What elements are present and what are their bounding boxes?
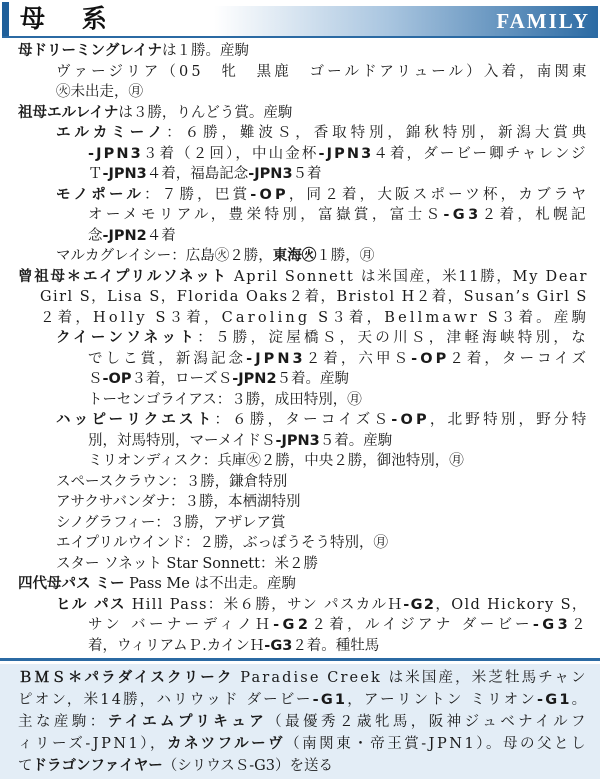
- text: ５着。産駒: [319, 432, 393, 449]
- text: スペースクラウン：３勝，鎌倉特別: [56, 473, 288, 490]
- text-line: [56, 491, 300, 513]
- text-line: [56, 594, 588, 616]
- bold-text: 祖母エルレイナ: [18, 104, 119, 121]
- text: 別，対馬特別，マーメイドＳ: [88, 432, 276, 449]
- text-line: [88, 143, 588, 165]
- text: 念: [88, 227, 103, 244]
- text-line: [88, 163, 322, 185]
- text: Girl S，Lisa S，Florida Oaks２着，Bristol H２着，Susan’s Girl S: [40, 289, 588, 305]
- text-line: [56, 184, 589, 206]
- text-line: [88, 368, 349, 390]
- bold-text: -JPN3: [275, 432, 320, 449]
- text: 主な産駒：: [18, 714, 108, 730]
- text-line: [18, 667, 588, 689]
- bold-text: -OP: [250, 186, 289, 203]
- text: ：６勝，ターコイズＳ: [214, 412, 392, 428]
- text: ミリオンディスク：兵庫㊋２勝，中央２勝，御池特別，㊊: [88, 453, 464, 469]
- text: ，同２着，大阪スポーツ杯，カブラヤ: [288, 186, 590, 203]
- bold-text: -JPN3: [248, 166, 293, 182]
- text: ２: [571, 617, 589, 633]
- text-line: [88, 204, 589, 226]
- text-line: [18, 689, 588, 711]
- bold-text: ＢＭＳ＊パラダイスクリーク: [18, 670, 234, 686]
- text-line: [56, 471, 287, 493]
- text-line: [18, 711, 589, 733]
- text: （シリウスＳ-G3）を送る: [162, 758, 333, 774]
- text-line: [40, 286, 588, 308]
- text-line: [88, 430, 392, 452]
- text-line: [88, 389, 362, 411]
- text-line: [88, 614, 589, 636]
- bold-text: -JPN3: [318, 145, 374, 162]
- text: Paradise Creek は米国産，米芝牡馬チャン: [233, 670, 588, 686]
- text: Ｓ: [88, 371, 103, 387]
- bold-text: 四代母パス ミー: [18, 576, 125, 592]
- bold-text: -JPN3: [102, 166, 147, 182]
- text-line: [18, 40, 249, 62]
- bold-text: -G2: [273, 617, 312, 633]
- text: ２着。種牡馬: [292, 637, 380, 654]
- bold-text: テイエムプリキュア: [107, 714, 268, 730]
- text: ：６勝，難波Ｓ，香取特別，錦秋特別，新潟大賞典: [166, 125, 591, 141]
- text-line: [56, 327, 589, 349]
- bold-text: クイーンソネット: [56, 330, 198, 346]
- section-title-english: FAMILY: [496, 9, 590, 33]
- text: （南関東・帝王賞-JPN1）。母の父とし: [285, 736, 589, 752]
- bold-text: -OP: [411, 350, 450, 367]
- text-line: [56, 122, 590, 144]
- text-line: [56, 512, 286, 534]
- bold-text: -JPN2: [102, 227, 147, 244]
- text: ，Old Hickory S，: [435, 596, 588, 613]
- text: ：５勝，淀屋橋Ｓ，天の川Ｓ，津軽海峡特別，な: [197, 330, 590, 346]
- text-line: [88, 225, 176, 247]
- text: でしこ賞，新潟記念: [88, 350, 247, 367]
- bold-text: -G3: [532, 617, 572, 633]
- bold-text: カネツフルーヴ: [167, 736, 286, 752]
- bold-text: -JPN3: [88, 145, 143, 162]
- bold-text: 曾祖母＊エイプリルソネット: [18, 268, 228, 285]
- text: トーセンゴライアス：３勝，成田特別，㊊: [88, 391, 362, 408]
- text-line: [88, 450, 464, 472]
- broodmare-sire-box: [0, 664, 600, 779]
- bold-text: -OP: [102, 371, 132, 387]
- text: 。: [571, 692, 589, 708]
- text: は１勝。産駒: [161, 43, 249, 59]
- text-line: [18, 573, 296, 595]
- text: サン バーナーディノＨ: [88, 617, 274, 633]
- text: ５着: [292, 166, 322, 182]
- bold-text: ドラゴンファイヤー: [32, 758, 163, 774]
- bold-text: ヒル パス: [56, 596, 126, 613]
- bold-text: -G2: [403, 596, 436, 613]
- text-line: [88, 635, 379, 657]
- text: ４着，ダービー卿チャレンジ: [373, 145, 588, 162]
- text: アサクサバンダナ：３勝，本栖湖特別: [56, 494, 301, 510]
- bold-text: -JPN3: [246, 350, 306, 367]
- text-line: [56, 245, 374, 267]
- text-line: [56, 532, 388, 554]
- text-line: [18, 733, 588, 755]
- text-line: [56, 553, 318, 575]
- bold-text: -G1: [537, 692, 572, 708]
- text-line: [40, 307, 589, 329]
- text: 着，ウィリアムＰ.カインＨ: [88, 637, 265, 654]
- bold-text: -OP: [391, 412, 430, 428]
- text-line: [56, 61, 590, 83]
- text: Pass Me は不出走。産駒: [124, 576, 296, 592]
- bold-text: エルカミーノ: [56, 125, 167, 141]
- text: Hill Pass：米６勝，サン パスカルＨ: [125, 596, 404, 613]
- text: マルカグレイシー：広島㊋２勝，: [56, 248, 273, 264]
- text: ㊋未出走，㊊: [56, 84, 143, 100]
- bold-text: -G3: [443, 207, 482, 223]
- text: ，アーリントン ミリオン: [347, 692, 538, 708]
- bold-text: ハッピーリクエスト: [56, 412, 215, 428]
- text-line: [56, 81, 143, 103]
- text: エイプリルウインド：２勝，ぶっぽうそう特別，㊊: [56, 535, 389, 551]
- text: ２着，六甲Ｓ: [305, 350, 412, 367]
- header-accent-bar: [2, 2, 9, 36]
- text: ５着。産駒: [276, 371, 350, 387]
- bold-text: -G1: [312, 692, 348, 708]
- text: ヴァージリア（05 牝 黒鹿 ゴールドアリュール）入着，南関東: [56, 63, 590, 80]
- text: ４着: [146, 227, 176, 244]
- text-line: [18, 755, 333, 777]
- text-line: [18, 266, 588, 288]
- text-line: [18, 102, 292, 124]
- text-line: [56, 409, 590, 431]
- text: ２着，ルイジアナ ダービー: [311, 617, 533, 633]
- bold-text: -JPN2: [232, 371, 277, 387]
- text: ４着，福島記念: [146, 166, 249, 182]
- header-underline: [2, 36, 598, 38]
- text: Ｔ: [88, 166, 103, 182]
- text: １勝，㊊: [316, 248, 375, 264]
- text: April Sonnett は米国産，米11勝，My Dear: [227, 268, 589, 285]
- text: （最優秀２歳牝馬，阪神ジュベナイルフ: [267, 714, 589, 730]
- text-line: [88, 348, 589, 370]
- text: スター ソネット Star Sonnett：米２勝: [56, 555, 318, 572]
- text: ：７勝，巴賞: [144, 186, 251, 203]
- text: て: [18, 758, 33, 774]
- text: は３勝，りんどう賞。産駒: [118, 104, 293, 121]
- text: ３着（２回），中山金杯: [142, 145, 319, 162]
- text: ２着，ターコイズ: [449, 350, 590, 367]
- text: ，北野特別，野分特: [429, 412, 590, 428]
- bold-text: 東海㊋: [272, 248, 317, 264]
- section-header: [2, 2, 598, 36]
- bold-text: 母ドリーミングレイナ: [18, 43, 162, 59]
- text: ピオン，米14勝，ハリウッド ダービー: [18, 692, 313, 708]
- section-title: 母 系: [20, 4, 121, 33]
- bold-text: -G3: [264, 637, 293, 654]
- bold-text: モノポール: [56, 186, 145, 203]
- text: ２着，札幌記: [481, 207, 589, 223]
- section-divider: [0, 658, 600, 661]
- text: ３着，ローズＳ: [131, 371, 233, 387]
- text: ィリーズ-JPN1），: [18, 736, 168, 752]
- text: ２着，Holly S３着，Caroling S３着，Bellmawr S３着。産駒: [40, 309, 590, 326]
- text: シノグラフィー：３勝，アザレア賞: [56, 514, 286, 531]
- text: オーメモリアル，豊栄特別，富嶽賞，富士Ｓ: [88, 207, 444, 223]
